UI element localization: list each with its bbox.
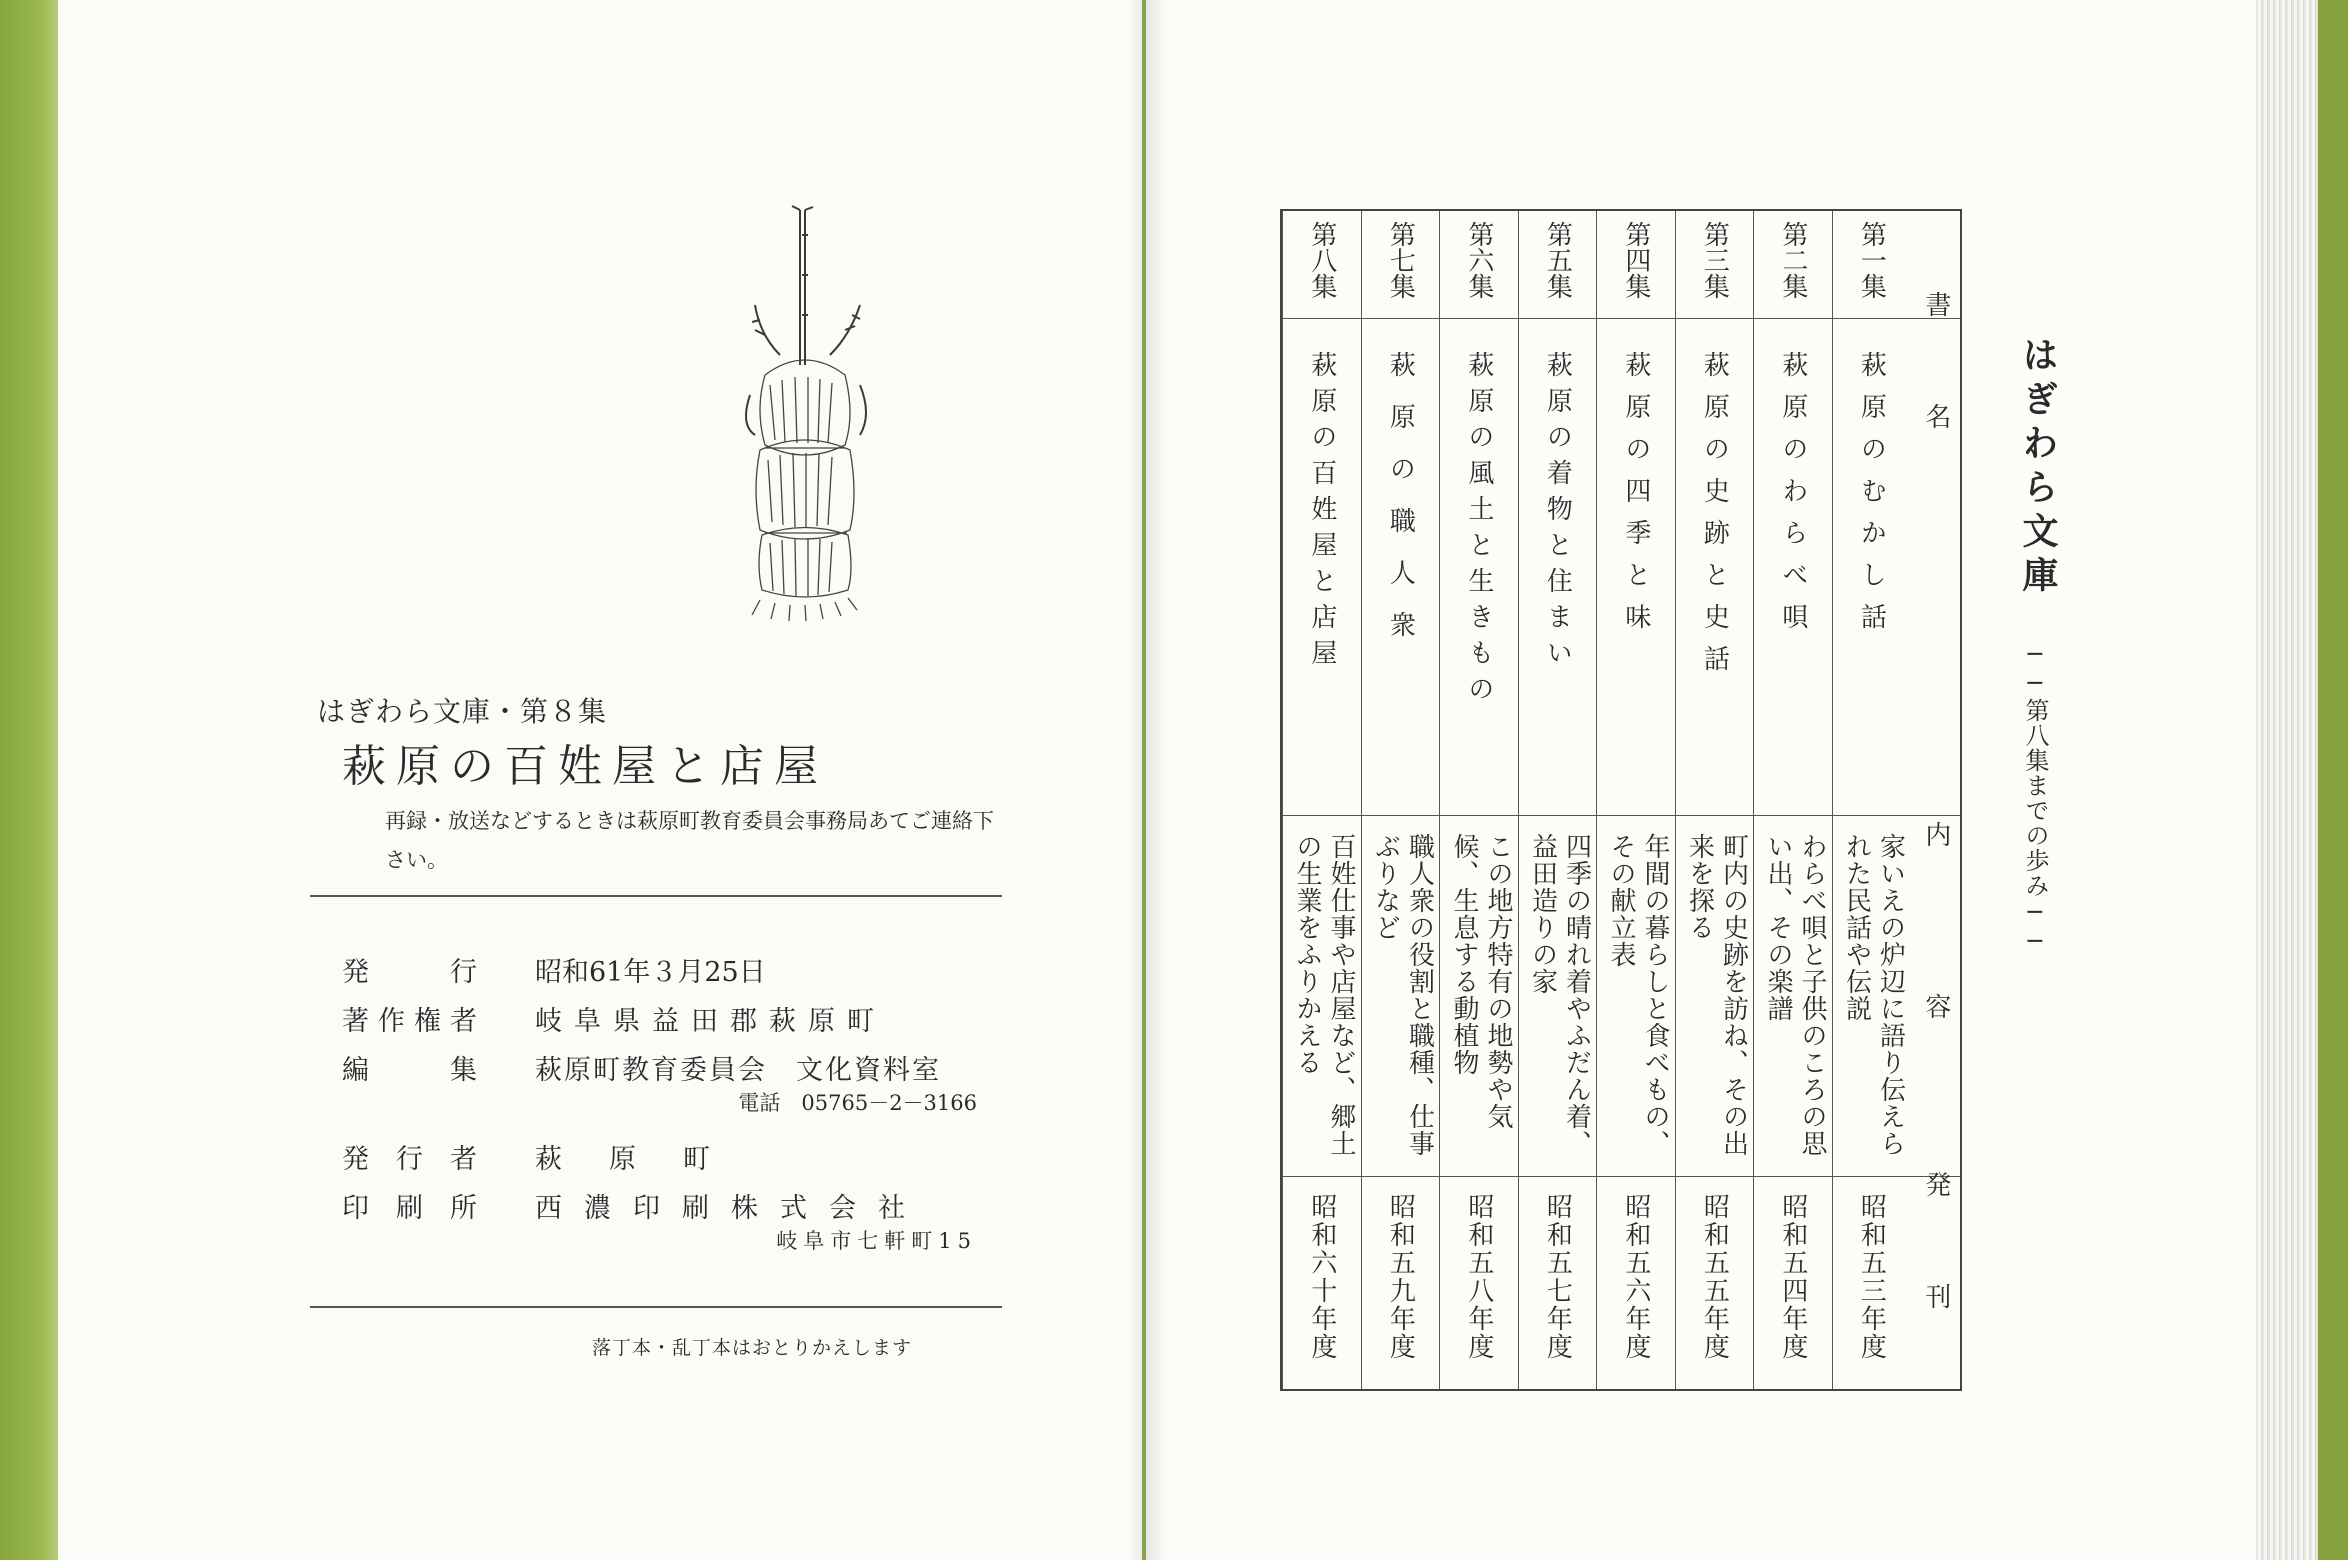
book-gutter — [1128, 0, 1168, 1560]
volume-content: 町内の史跡を訪ね、その出来を探る — [1684, 833, 1749, 1157]
volume-date: 昭和五五年度 — [1699, 1193, 1730, 1361]
colophon-row-printer-address — [342, 1225, 982, 1274]
reprint-notice: 再録・放送などするときは萩原町教育委員会事務局あてご連絡下さい。 — [385, 809, 994, 872]
volume-content: 職人衆の役割と職種、仕事ぶりなど — [1370, 833, 1435, 1157]
volume-title: 萩原の百姓屋と店屋 — [1306, 351, 1337, 675]
volume-date: 昭和五三年度 — [1856, 1193, 1887, 1361]
colophon-label: 編 集 — [342, 1055, 477, 1086]
volume-label: 第八集 — [1306, 221, 1337, 299]
volume-label: 第四集 — [1620, 221, 1651, 299]
colophon-row-issue — [342, 950, 982, 999]
footer-note: 落丁本・乱丁本はおとりかえします — [592, 1337, 913, 1359]
volume-title: 萩原の着物と住まい — [1542, 351, 1573, 675]
table-column-rule — [1518, 211, 1519, 1389]
volume-label: 第五集 — [1542, 221, 1573, 299]
colophon-row-phone — [342, 1087, 982, 1137]
subtitle-text: 第八集までの歩み — [2021, 698, 2049, 898]
colophon — [342, 950, 982, 1274]
volume-content: わらべ唄と子供のころの思い出、その楽譜 — [1763, 833, 1827, 1157]
volume-content: 家いえの炉辺に語り伝えられた民話や伝説 — [1841, 833, 1906, 1157]
volume-content: 四季の晴れ着やふだん着、益田造りの家 — [1527, 833, 1592, 1157]
header-content: 内 容 — [1920, 821, 1951, 1079]
volume-title: 萩原の史跡と史話 — [1699, 351, 1730, 687]
volume-label: 第三集 — [1699, 221, 1730, 299]
printer-address: 岐阜市七軒町15 — [776, 1229, 977, 1253]
straw-ornament-illustration — [720, 205, 890, 625]
table-column-rule — [1753, 211, 1754, 1389]
divider-top — [310, 895, 1002, 897]
volume-date: 昭和五九年度 — [1385, 1193, 1416, 1361]
volume-label: 第七集 — [1385, 221, 1416, 299]
table-column-rule — [1282, 211, 1283, 1389]
colophon-row-publisher — [342, 1137, 982, 1186]
table-column-rule — [1596, 211, 1597, 1389]
volume-date: 昭和六十年度 — [1306, 1193, 1337, 1361]
volume-date: 昭和五四年度 — [1777, 1193, 1808, 1361]
subtitle-dash: ── — [2021, 640, 2049, 698]
colophon-label: 印 刷 所 — [342, 1193, 477, 1224]
colophon-value: 昭和61年３月25日 — [535, 957, 766, 988]
divider-bottom — [310, 1306, 1002, 1308]
table-column-rule — [1675, 211, 1676, 1389]
table-column-rule — [1832, 211, 1833, 1389]
colophon-label: 著 作 権 者 — [342, 1006, 477, 1037]
cover-edge-right — [2318, 0, 2348, 1560]
header-name: 書 名 — [1920, 291, 1951, 459]
volume-title: 萩原のわらべ唄 — [1777, 351, 1808, 645]
page-edges — [2256, 0, 2318, 1560]
table-rule — [1282, 815, 1960, 816]
colophon-row-editor — [342, 1048, 982, 1087]
volume-date: 昭和五七年度 — [1542, 1193, 1573, 1361]
colophon-label: 発 行 — [342, 957, 477, 988]
header-date: 発 刊 — [1920, 1171, 1951, 1339]
colophon-label: 発 行 者 — [342, 1144, 477, 1175]
volume-content: 年間の暮らしと食べもの、その献立表 — [1606, 833, 1670, 1157]
volumes-table — [1280, 209, 1962, 1391]
table-rule — [1282, 318, 1960, 319]
volume-title: 萩原のむかし話 — [1856, 351, 1887, 645]
colophon-value: 岐阜県益田郡萩原町 — [535, 1006, 886, 1037]
volume-label: 第二集 — [1777, 221, 1808, 299]
volume-label: 第六集 — [1463, 221, 1494, 299]
series-title-vertical: はぎわら文庫 — [2017, 336, 2058, 600]
colophon-value: 萩原町教育委員会 文化資料室 — [535, 1055, 941, 1086]
colophon-row-printer — [342, 1186, 982, 1225]
volume-label: 第一集 — [1856, 221, 1887, 299]
subtitle-dash: ── — [2021, 898, 2049, 956]
volume-title: 萩原の四季と味 — [1620, 351, 1651, 645]
series-subtitle-vertical — [2018, 640, 2053, 956]
volume-title: 萩原の職人衆 — [1385, 351, 1416, 663]
table-column-rule — [1361, 211, 1362, 1389]
colophon-value: 萩 原 町 — [535, 1144, 720, 1175]
volume-date: 昭和五六年度 — [1620, 1193, 1651, 1361]
volume-title: 萩原の風土と生きもの — [1463, 351, 1494, 711]
cover-edge-left — [0, 0, 58, 1560]
volume-date: 昭和五八年度 — [1463, 1193, 1494, 1361]
colophon-value: 西濃印刷株式会社 — [535, 1193, 927, 1224]
colophon-row-copyright — [342, 999, 982, 1048]
volume-content: 百姓仕事や店屋など、郷土の生業をふりかえる — [1292, 833, 1356, 1157]
series-line: はぎわら文庫・第８集 — [317, 695, 608, 728]
volume-content: この地方特有の地勢や気候、生息する動植物 — [1449, 833, 1513, 1130]
book-title: 萩原の百姓屋と店屋 — [342, 741, 828, 792]
table-rule — [1282, 1176, 1960, 1177]
table-column-rule — [1439, 211, 1440, 1389]
phone-number: 電話 05765－2－3166 — [738, 1091, 977, 1115]
